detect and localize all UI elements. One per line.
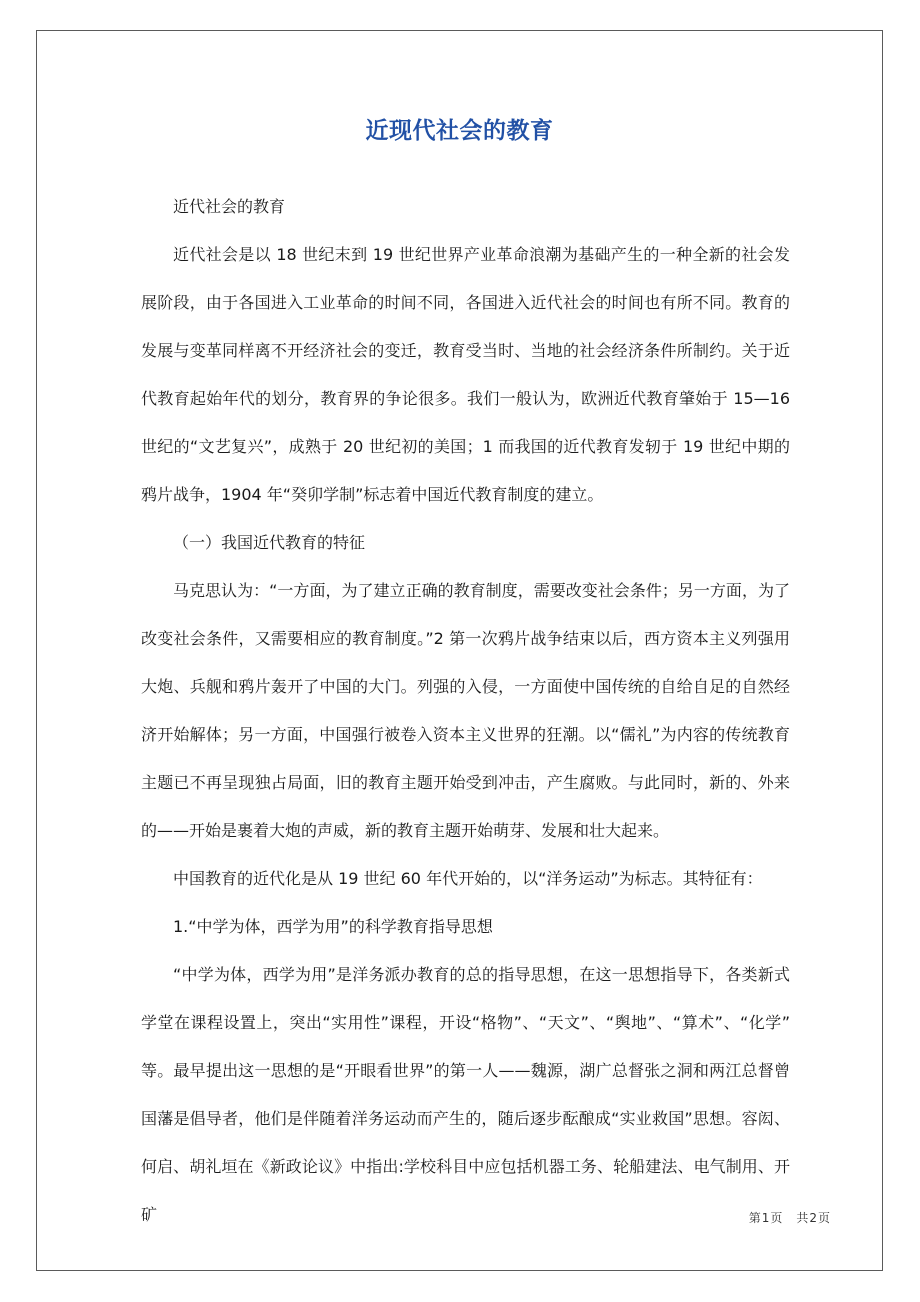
paragraph: 中国教育的近代化是从 19 世纪 60 年代开始的，以“洋务运动”为标志。其特征有： [173, 869, 763, 888]
paragraph: 近代社会是以 18 世纪末到 19 世纪世界产业革命浪潮为基础产生的一种全新的社会发展阶段，由于各国进入工业革命的时间不同，各国进入近代社会的时间也有所不同。教育的发展与变革同样离不开经济社会的变迁，教育受当时、当地的社会经济条件所制约。关于近代教育起始年代的划分，教育界的争论很多。我们一般认为，欧洲近代教育肇始于 15—16 世纪的“文艺复兴”，成熟于 20 世纪初的美国；1 而我国的近代教育发轫于 19 世纪中期的鸦片战争，1904 年“癸卯学制”标志着中国近代教育制度的建立。 [141, 245, 790, 504]
paragraph: “中学为体，西学为用”是洋务派办教育的总的指导思想，在这一思想指导下，各类新式学堂在课程设置上，突出“实用性”课程，开设“格物”、“天文”、“舆地”、“算术”、“化学”等。最早提出这一思想的是“开眼看世界”的第一人——魏源，湖广总督张之洞和两江总督曾国藩是倡导者，他们是伴随着洋务运动而产生的，随后逐步酝酿成“实业救国”思想。容闳、何启、胡礼垣在《新政论议》中指出:学校科目中应包括机器工务、轮船建法、电气制用、开矿 [141, 965, 790, 1224]
paragraph: 1.“中学为体，西学为用”的科学教育指导思想 [173, 917, 493, 936]
paragraph: 马克思认为：“一方面，为了建立正确的教育制度，需要改变社会条件；另一方面，为了改变社会条件，又需要相应的教育制度。”2 第一次鸦片战争结束以后，西方资本主义列强用大炮、兵舰和鸦片轰开了中国的大门。列强的入侵，一方面使中国传统的自给自足的自然经济开始解体；另一方面，中国强行被卷入资本主义世界的狂潮。以“儒礼”为内容的传统教育主题已不再呈现独占局面，旧的教育主题开始受到冲击，产生腐败。与此同时，新的、外来的——开始是裹着大炮的声威，新的教育主题开始萌芽、发展和壮大起来。 [141, 581, 790, 840]
paragraph: 近代社会的教育 [173, 197, 286, 216]
document-title: 近现代社会的教育 [365, 118, 554, 144]
paragraph: （一）我国近代教育的特征 [173, 533, 366, 552]
document-body [141, 183, 790, 1239]
page-frame [36, 30, 883, 1271]
page-number: 第1页 共2页 [748, 1211, 831, 1225]
